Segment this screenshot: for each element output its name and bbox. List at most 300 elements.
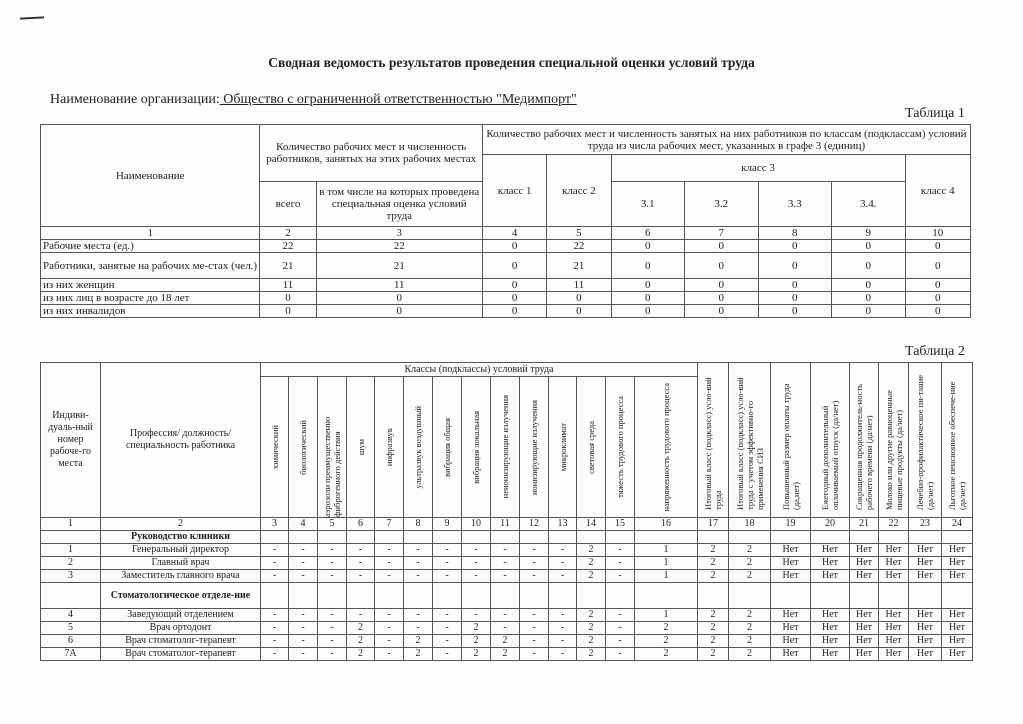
cell-value: - bbox=[261, 622, 289, 635]
t1-row bbox=[41, 292, 971, 305]
cell-value: 11 bbox=[547, 279, 611, 292]
cell-value: 0 bbox=[758, 240, 831, 253]
col-number: 16 bbox=[635, 518, 698, 531]
cell-value: Нет bbox=[850, 557, 879, 570]
header-text: вибрация локальная bbox=[471, 410, 481, 484]
t2-header-factor bbox=[347, 377, 375, 518]
cell-value: 2 bbox=[698, 570, 729, 583]
cell-value: - bbox=[462, 544, 491, 557]
cell-value: - bbox=[606, 570, 635, 583]
document-title: Сводная ведомость результатов проведения специальной оценки условий труда bbox=[268, 55, 755, 70]
workplace-table bbox=[40, 362, 973, 661]
t2-header-factor bbox=[635, 377, 698, 518]
col-number: 6 bbox=[347, 518, 375, 531]
col-number: 3 bbox=[261, 518, 289, 531]
cell-value: - bbox=[606, 557, 635, 570]
t2-header-extra bbox=[850, 363, 879, 518]
empty-cell bbox=[879, 583, 909, 609]
cell-value: 0 bbox=[685, 253, 758, 279]
cell-value: - bbox=[289, 544, 318, 557]
cell-value: 2 bbox=[491, 648, 520, 661]
empty-cell bbox=[462, 531, 491, 544]
header-text: Итоговый класс (подкласс) усло-вий труда с учетом эффективно-го применения СИЗ bbox=[734, 377, 765, 510]
empty-cell bbox=[491, 531, 520, 544]
t2-header-factor bbox=[318, 377, 347, 518]
cell-value: Нет bbox=[850, 570, 879, 583]
empty-cell bbox=[375, 583, 404, 609]
profession-name: Врач стоматолог-терапевт bbox=[101, 635, 261, 648]
cell-value: 0 bbox=[482, 305, 546, 318]
col-number: 3 bbox=[316, 227, 482, 240]
cell-value: - bbox=[433, 557, 462, 570]
cell-value: - bbox=[318, 609, 347, 622]
cell-value: Нет bbox=[942, 557, 973, 570]
cell-value: 2 bbox=[729, 544, 771, 557]
empty-cell bbox=[577, 583, 606, 609]
empty-cell bbox=[909, 583, 942, 609]
empty-cell bbox=[404, 583, 433, 609]
cell-value: 0 bbox=[685, 279, 758, 292]
cell-value: - bbox=[433, 570, 462, 583]
cell-value: 0 bbox=[905, 292, 971, 305]
table-row bbox=[41, 570, 973, 583]
cell-value: Нет bbox=[879, 609, 909, 622]
cell-value: 11 bbox=[260, 279, 316, 292]
profession-name: Заместитель главного врача bbox=[101, 570, 261, 583]
cell-value: 2 bbox=[462, 648, 491, 661]
cell-value: - bbox=[289, 635, 318, 648]
cell-value: 2 bbox=[577, 609, 606, 622]
cell-value: Нет bbox=[850, 544, 879, 557]
cell-value: 0 bbox=[832, 292, 905, 305]
empty-cell bbox=[289, 531, 318, 544]
cell-value: Нет bbox=[850, 635, 879, 648]
section-title: Руководство клиники bbox=[101, 531, 261, 544]
workplace-id: 1 bbox=[41, 544, 101, 557]
cell-value: - bbox=[433, 648, 462, 661]
cell-value: 21 bbox=[260, 253, 316, 279]
empty-cell bbox=[462, 583, 491, 609]
t1-header-class3: класс 3 bbox=[611, 155, 905, 182]
empty-cell bbox=[606, 531, 635, 544]
section-title: Стоматологическое отделе-ние bbox=[101, 583, 261, 609]
section-row bbox=[41, 583, 973, 609]
table-row bbox=[41, 648, 973, 661]
cell-value: 2 bbox=[698, 609, 729, 622]
cell-value: Нет bbox=[811, 557, 850, 570]
cell-value: 0 bbox=[260, 292, 316, 305]
cell-value: Нет bbox=[909, 622, 942, 635]
cell-value: 0 bbox=[611, 292, 684, 305]
cell-value: Нет bbox=[811, 622, 850, 635]
cell-value: 2 bbox=[698, 557, 729, 570]
header-text: Льготное пенсионное обеспече-ние (да/нет) bbox=[947, 381, 967, 510]
cell-value: - bbox=[261, 609, 289, 622]
summary-table bbox=[40, 124, 971, 318]
cell-value: Нет bbox=[942, 635, 973, 648]
cell-value: 0 bbox=[611, 240, 684, 253]
header-text: Итоговый класс (подкласс) усло-вий труда bbox=[703, 377, 723, 510]
cell-value: - bbox=[375, 570, 404, 583]
cell-value: - bbox=[520, 622, 549, 635]
t2-header-factor bbox=[433, 377, 462, 518]
row-label: из них лиц в возрасте до 18 лет bbox=[41, 292, 260, 305]
col-number: 14 bbox=[577, 518, 606, 531]
cell-value: 0 bbox=[905, 279, 971, 292]
header-text: вибрация общая bbox=[442, 417, 452, 477]
organization-line bbox=[50, 92, 577, 108]
cell-value: 0 bbox=[611, 305, 684, 318]
cell-value: - bbox=[375, 622, 404, 635]
cell-value: Нет bbox=[811, 635, 850, 648]
cell-value: - bbox=[318, 648, 347, 661]
profession-name: Врач стоматолог-терапевт bbox=[101, 648, 261, 661]
cell-value: - bbox=[347, 557, 375, 570]
empty-cell bbox=[606, 583, 635, 609]
cell-value: - bbox=[404, 544, 433, 557]
header-text: тяжесть трудового процесса bbox=[615, 396, 625, 498]
cell-value: Нет bbox=[850, 622, 879, 635]
row-label: из них женщин bbox=[41, 279, 260, 292]
profession-name: Врач ортодонт bbox=[101, 622, 261, 635]
cell-value: - bbox=[347, 609, 375, 622]
scan-mark bbox=[20, 16, 44, 19]
cell-value: - bbox=[433, 622, 462, 635]
table-row bbox=[41, 622, 973, 635]
cell-value: 2 bbox=[635, 648, 698, 661]
empty-cell bbox=[811, 583, 850, 609]
col-number: 1 bbox=[41, 518, 101, 531]
header-text: Молоко или другие равноценные пищевые продукты (да/нет) bbox=[883, 390, 904, 510]
empty-cell bbox=[729, 531, 771, 544]
header-text: аэрозоли преимущественно фиброгенного действия bbox=[322, 416, 342, 517]
empty-cell bbox=[635, 531, 698, 544]
cell-value: Нет bbox=[811, 570, 850, 583]
cell-value: 0 bbox=[611, 279, 684, 292]
col-number: 2 bbox=[101, 518, 261, 531]
header-text: инфразвук bbox=[384, 427, 394, 467]
cell-value: 2 bbox=[698, 635, 729, 648]
empty-cell bbox=[261, 583, 289, 609]
workplace-id: 6 bbox=[41, 635, 101, 648]
cell-value: Нет bbox=[909, 648, 942, 661]
col-number: 1 bbox=[41, 227, 260, 240]
cell-value: 0 bbox=[685, 292, 758, 305]
cell-value: 0 bbox=[905, 253, 971, 279]
empty-cell bbox=[549, 531, 577, 544]
cell-value: - bbox=[261, 570, 289, 583]
t1-header-class2: класс 2 bbox=[547, 155, 611, 227]
cell-value: - bbox=[606, 622, 635, 635]
t2-header-classes-group: Классы (подклассы) условий труда bbox=[261, 363, 698, 377]
t2-header-extra bbox=[879, 363, 909, 518]
empty-cell bbox=[811, 531, 850, 544]
profession-name: Заведующий отделением bbox=[101, 609, 261, 622]
cell-value: - bbox=[549, 544, 577, 557]
cell-value: - bbox=[549, 570, 577, 583]
cell-value: 0 bbox=[832, 240, 905, 253]
cell-value: - bbox=[404, 609, 433, 622]
cell-value: 2 bbox=[347, 648, 375, 661]
empty-cell bbox=[909, 531, 942, 544]
col-number: 5 bbox=[318, 518, 347, 531]
col-number: 17 bbox=[698, 518, 729, 531]
header-text: напряженность трудового процесса bbox=[661, 382, 671, 512]
col-number: 22 bbox=[879, 518, 909, 531]
cell-value: 0 bbox=[685, 305, 758, 318]
empty-cell bbox=[942, 583, 973, 609]
cell-value: - bbox=[261, 544, 289, 557]
empty-cell bbox=[850, 531, 879, 544]
cell-value: 2 bbox=[404, 635, 433, 648]
table2-label: Таблица 2 bbox=[905, 344, 965, 359]
cell-value: 0 bbox=[758, 305, 831, 318]
cell-value: 0 bbox=[316, 292, 482, 305]
cell-value: Нет bbox=[942, 570, 973, 583]
header-text: биологический bbox=[298, 419, 308, 475]
t2-header-factor bbox=[491, 377, 520, 518]
cell-value: Нет bbox=[942, 648, 973, 661]
col-number: 10 bbox=[462, 518, 491, 531]
cell-value: 22 bbox=[260, 240, 316, 253]
cell-value: - bbox=[375, 648, 404, 661]
col-number: 21 bbox=[850, 518, 879, 531]
empty-cell bbox=[404, 531, 433, 544]
cell-value: 21 bbox=[316, 253, 482, 279]
cell-value: 0 bbox=[832, 253, 905, 279]
t2-header-factor bbox=[606, 377, 635, 518]
workplace-id: 7А bbox=[41, 648, 101, 661]
cell-value: - bbox=[289, 622, 318, 635]
cell-value: - bbox=[289, 648, 318, 661]
cell-value: 0 bbox=[905, 305, 971, 318]
cell-value: 2 bbox=[698, 544, 729, 557]
cell-value: - bbox=[318, 544, 347, 557]
cell-value: Нет bbox=[909, 557, 942, 570]
table-row bbox=[41, 635, 973, 648]
empty-cell bbox=[635, 583, 698, 609]
t2-header-extra bbox=[698, 363, 729, 518]
profession-name: Генеральный директор bbox=[101, 544, 261, 557]
t1-row bbox=[41, 253, 971, 279]
cell-value: 2 bbox=[462, 635, 491, 648]
cell-value: 11 bbox=[316, 279, 482, 292]
empty-cell bbox=[520, 531, 549, 544]
cell-value: 1 bbox=[635, 570, 698, 583]
cell-value: Нет bbox=[879, 557, 909, 570]
t2-header-factor bbox=[261, 377, 289, 518]
t1-header-class4: класс 4 bbox=[905, 155, 971, 227]
empty-cell bbox=[698, 531, 729, 544]
cell-value: - bbox=[491, 622, 520, 635]
row-label: Рабочие места (ед.) bbox=[41, 240, 260, 253]
cell-value: - bbox=[549, 648, 577, 661]
cell-value: - bbox=[261, 648, 289, 661]
cell-value: - bbox=[606, 648, 635, 661]
cell-value: 2 bbox=[577, 635, 606, 648]
header-text: ультразвук воздушный bbox=[413, 405, 423, 489]
col-number: 20 bbox=[811, 518, 850, 531]
cell-value: - bbox=[318, 557, 347, 570]
cell-value: - bbox=[375, 557, 404, 570]
organization-label: Наименование организации: bbox=[50, 92, 220, 107]
header-text: микроклимат bbox=[557, 422, 568, 472]
workplace-id: 2 bbox=[41, 557, 101, 570]
cell-value: - bbox=[520, 557, 549, 570]
cell-value: 0 bbox=[547, 292, 611, 305]
t1-header-3-3: 3.3 bbox=[758, 182, 831, 227]
col-number: 10 bbox=[905, 227, 971, 240]
cell-value: - bbox=[520, 648, 549, 661]
row-label: Работники, занятые на рабочих ме-стах (чел.) bbox=[41, 253, 260, 279]
cell-value: 0 bbox=[905, 240, 971, 253]
cell-value: - bbox=[261, 557, 289, 570]
cell-value: Нет bbox=[942, 544, 973, 557]
cell-value: - bbox=[606, 544, 635, 557]
header-text: шум bbox=[355, 438, 366, 456]
t1-row bbox=[41, 305, 971, 318]
cell-value: Нет bbox=[850, 609, 879, 622]
empty-cell bbox=[289, 583, 318, 609]
cell-value: 1 bbox=[635, 544, 698, 557]
cell-value: 2 bbox=[729, 635, 771, 648]
cell-value: 0 bbox=[611, 253, 684, 279]
cell-value: - bbox=[261, 635, 289, 648]
col-number: 15 bbox=[606, 518, 635, 531]
cell-value: - bbox=[549, 635, 577, 648]
cell-value: - bbox=[520, 544, 549, 557]
empty-cell bbox=[375, 531, 404, 544]
table-row bbox=[41, 609, 973, 622]
t2-header-extra bbox=[811, 363, 850, 518]
cell-value: - bbox=[433, 544, 462, 557]
cell-value: - bbox=[433, 609, 462, 622]
table-row bbox=[41, 544, 973, 557]
header-text: Повышенный размер оплаты труда (да,нет) bbox=[780, 383, 801, 510]
cell-value: - bbox=[375, 635, 404, 648]
col-number: 8 bbox=[758, 227, 831, 240]
cell-value: 22 bbox=[316, 240, 482, 253]
cell-value: - bbox=[549, 609, 577, 622]
t2-header-factor bbox=[549, 377, 577, 518]
t1-column-numbers bbox=[41, 227, 971, 240]
col-number: 11 bbox=[491, 518, 520, 531]
cell-value: 0 bbox=[260, 305, 316, 318]
cell-value: 2 bbox=[635, 635, 698, 648]
cell-value: 2 bbox=[577, 557, 606, 570]
cell-value: Нет bbox=[771, 648, 811, 661]
cell-value: - bbox=[462, 609, 491, 622]
cell-value: - bbox=[375, 609, 404, 622]
cell-value: 0 bbox=[832, 305, 905, 318]
cell-value: Нет bbox=[909, 609, 942, 622]
empty-cell bbox=[491, 583, 520, 609]
empty-cell bbox=[261, 531, 289, 544]
empty-cell bbox=[771, 583, 811, 609]
section-row bbox=[41, 531, 973, 544]
cell-value: Нет bbox=[942, 609, 973, 622]
t1-header-name: Наименование bbox=[41, 125, 260, 227]
cell-value: - bbox=[462, 570, 491, 583]
cell-value: - bbox=[347, 544, 375, 557]
cell-value: 2 bbox=[347, 622, 375, 635]
t2-header-factor bbox=[520, 377, 549, 518]
t1-row bbox=[41, 240, 971, 253]
cell-value: Нет bbox=[879, 622, 909, 635]
col-number: 23 bbox=[909, 518, 942, 531]
cell-value: - bbox=[347, 570, 375, 583]
empty-cell bbox=[433, 531, 462, 544]
empty-cell bbox=[318, 531, 347, 544]
cell-value: - bbox=[549, 622, 577, 635]
header-text: неионизирующие излучения bbox=[500, 395, 510, 499]
cell-value: - bbox=[318, 635, 347, 648]
t2-header-extra bbox=[909, 363, 942, 518]
col-number: 18 bbox=[729, 518, 771, 531]
cell-value: Нет bbox=[879, 570, 909, 583]
workplace-id: 4 bbox=[41, 609, 101, 622]
empty-cell bbox=[850, 583, 879, 609]
profession-name: Главный врач bbox=[101, 557, 261, 570]
col-number: 9 bbox=[433, 518, 462, 531]
cell-value: Нет bbox=[811, 544, 850, 557]
workplace-id: 3 bbox=[41, 570, 101, 583]
cell-value: 2 bbox=[577, 648, 606, 661]
cell-value: Нет bbox=[850, 648, 879, 661]
cell-value: 0 bbox=[547, 305, 611, 318]
cell-value: 2 bbox=[729, 557, 771, 570]
t2-header-factor bbox=[462, 377, 491, 518]
cell-value: 2 bbox=[729, 622, 771, 635]
cell-value: - bbox=[433, 635, 462, 648]
col-number: 13 bbox=[549, 518, 577, 531]
t1-header-3-2: 3.2 bbox=[685, 182, 758, 227]
workplace-id bbox=[41, 583, 101, 609]
t1-header-group-a: Количество рабочих мест и численность работников, занятых на этих рабочих местах bbox=[260, 125, 483, 182]
col-number: 2 bbox=[260, 227, 316, 240]
cell-value: Нет bbox=[879, 544, 909, 557]
empty-cell bbox=[549, 583, 577, 609]
table1-label: Таблица 1 bbox=[905, 106, 965, 121]
cell-value: 2 bbox=[577, 622, 606, 635]
cell-value: 21 bbox=[547, 253, 611, 279]
cell-value: Нет bbox=[771, 570, 811, 583]
empty-cell bbox=[698, 583, 729, 609]
cell-value: 22 bbox=[547, 240, 611, 253]
col-number: 6 bbox=[611, 227, 684, 240]
cell-value: 2 bbox=[729, 570, 771, 583]
empty-cell bbox=[729, 583, 771, 609]
col-number: 24 bbox=[942, 518, 973, 531]
cell-value: 0 bbox=[832, 279, 905, 292]
cell-value: Нет bbox=[811, 609, 850, 622]
cell-value: Нет bbox=[771, 622, 811, 635]
cell-value: - bbox=[404, 570, 433, 583]
cell-value: Нет bbox=[771, 544, 811, 557]
cell-value: - bbox=[606, 635, 635, 648]
workplace-id: 5 bbox=[41, 622, 101, 635]
cell-value: Нет bbox=[909, 635, 942, 648]
cell-value: 0 bbox=[316, 305, 482, 318]
cell-value: - bbox=[549, 557, 577, 570]
cell-value: Нет bbox=[909, 570, 942, 583]
cell-value: Нет bbox=[771, 635, 811, 648]
cell-value: - bbox=[491, 609, 520, 622]
cell-value: - bbox=[289, 557, 318, 570]
empty-cell bbox=[879, 531, 909, 544]
t1-header-3-4: 3.4. bbox=[832, 182, 905, 227]
header-text: световая среда bbox=[586, 420, 596, 474]
